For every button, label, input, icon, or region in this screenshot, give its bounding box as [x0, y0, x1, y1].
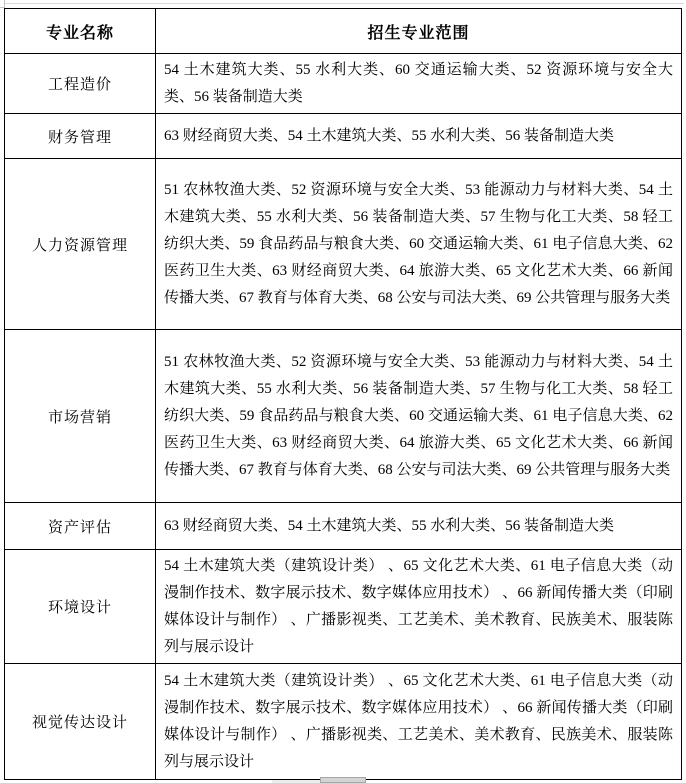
scope-cell: 63 财经商贸大类、54 土木建筑大类、55 水利大类、56 装备制造大类 [156, 503, 682, 550]
table-row [5, 664, 682, 780]
table-row [5, 550, 682, 664]
table-header-row [5, 9, 682, 54]
major-name-cell: 视觉传达设计 [5, 664, 156, 780]
major-name-cell: 市场营销 [5, 330, 156, 503]
scrollbar-thumb[interactable] [320, 777, 366, 783]
table-row [5, 330, 682, 503]
scan-artifact-top-line [2, 3, 684, 4]
major-name-cell: 人力资源管理 [5, 159, 156, 330]
major-name-cell: 资产评估 [5, 503, 156, 550]
scope-cell: 54 土木建筑大类（建筑设计类） 、65 文化艺术大类、61 电子信息大类（动漫制作技术、数字展示技术、数字媒体应用技术） 、66 新闻传播大类（印刷媒体设计与制作） 、广播影视类、工艺美术、美术教育、民族美术、服装陈列与展示设计 [156, 550, 682, 664]
table-row [5, 503, 682, 550]
majors-enrollment-table [4, 8, 682, 780]
scope-cell: 54 土木建筑大类（建筑设计类） 、65 文化艺术大类、61 电子信息大类（动漫制作技术、数字展示技术、数字媒体应用技术） 、66 新闻传播大类（印刷媒体设计与制作） 、广播影视类、工艺美术、美术教育、民族美术、服装陈列与展示设计 [156, 664, 682, 780]
scope-cell: 51 农林牧渔大类、52 资源环境与安全大类、53 能源动力与材料大类、54 土木建筑大类、55 水利大类、56 装备制造大类、57 生物与化工大类、58 轻工纺织大类、59 食品药品与粮食大类、60 交通运输大类、61 电子信息大类、62 医药卫生大类、63 财经商贸大类、64 旅游大类、65 文化艺术大类、66 新闻传播大类、67 教育与体育大类、68 公安与司法大类、69 公共管理与服务大类 [156, 330, 682, 503]
column-header-enrollment-scope: 招生专业范围 [156, 9, 682, 54]
major-name-cell: 工程造价 [5, 54, 156, 114]
scope-cell: 54 土木建筑大类、55 水利大类、60 交通运输大类、52 资源环境与安全大类、56 装备制造大类 [156, 54, 682, 114]
major-name-cell: 环境设计 [5, 550, 156, 664]
table-row [5, 54, 682, 114]
scope-cell: 51 农林牧渔大类、52 资源环境与安全大类、53 能源动力与材料大类、54 土木建筑大类、55 水利大类、56 装备制造大类、57 生物与化工大类、58 轻工纺织大类、59 食品药品与粮食大类、60 交通运输大类、61 电子信息大类、62 医药卫生大类、63 财经商贸大类、64 旅游大类、65 文化艺术大类、66 新闻传播大类、67 教育与体育大类、68 公安与司法大类、69 公共管理与服务大类 [156, 159, 682, 330]
major-name-cell: 财务管理 [5, 114, 156, 159]
table-row [5, 159, 682, 330]
scan-artifact-corner [0, 0, 5, 8]
table-row [5, 114, 682, 159]
scope-cell: 63 财经商贸大类、54 土木建筑大类、55 水利大类、56 装备制造大类 [156, 114, 682, 159]
column-header-major-name: 专业名称 [5, 9, 156, 54]
